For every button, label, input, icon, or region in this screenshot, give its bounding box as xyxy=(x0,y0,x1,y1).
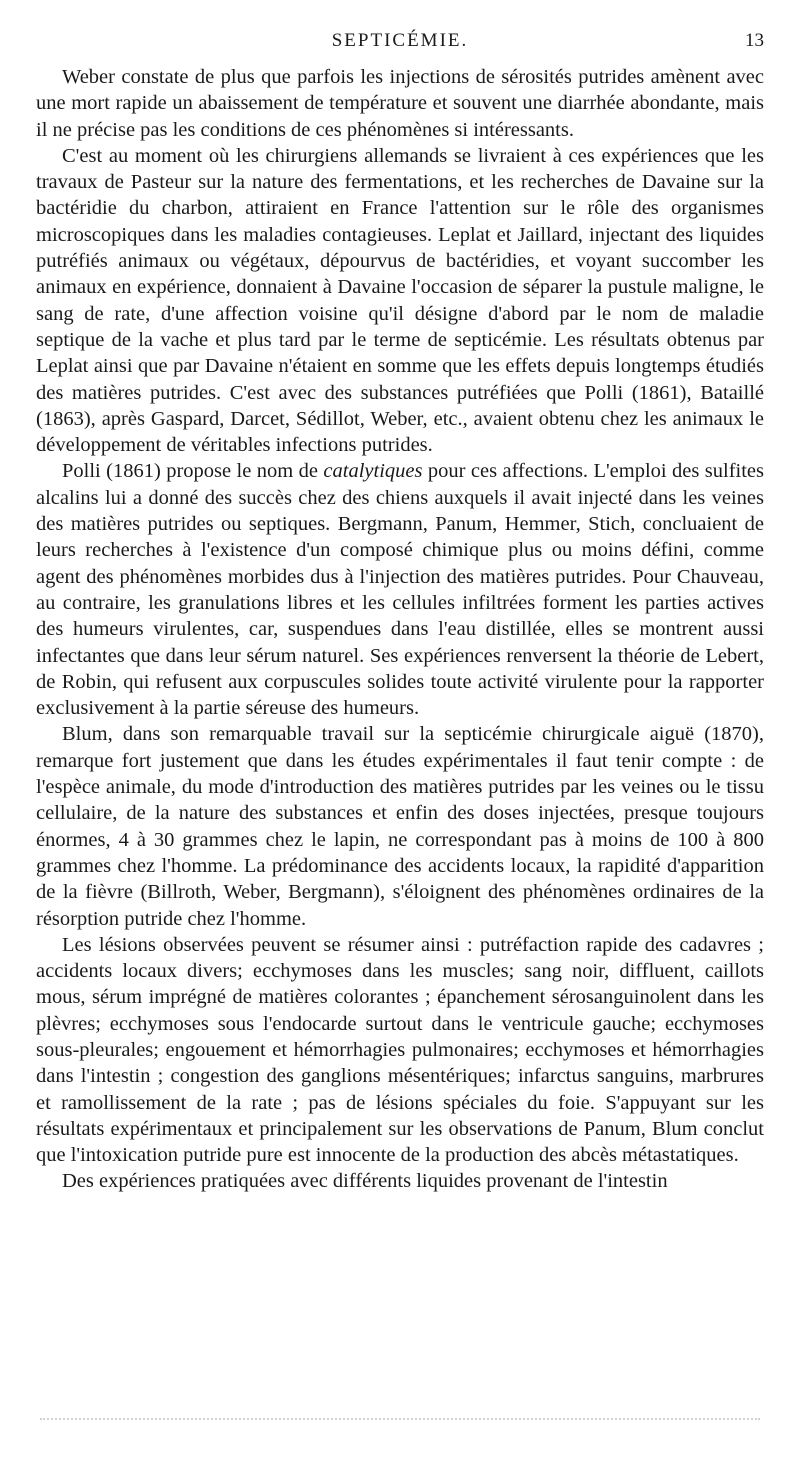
paragraph-polli-end: pour ces affections. L'emploi des sulfites alcalins lui a donné des succès chez des chiens auxquels il avait injecté dans les veines des matières putrides ou septiques. Bergmann, Panum, Hemmer, Stich, concluaient de leurs recherches à l'existence d'un composé chimique plus ou moins défini, comme agent des phénomènes morbides dus à l'injection des matières putrides. Pour Chauveau, au contraire, les granulations libres et les cellules infiltrées forment les parties actives des humeurs virulentes, car, suspendues dans l'eau distillée, elles se montrent aussi infectantes que dans leur sérum naturel. Ses expériences renversent la théorie de Lebert, de Robin, qui refusent aux corpuscules solides toute activité virulente pour la rapporter exclusivement à la partie séreuse des humeurs. xyxy=(36,460,764,720)
footer-bleedthrough xyxy=(40,1418,760,1426)
paragraph-lesions: Les lésions observées peuvent se résumer ainsi : putréfaction rapide des cadavres ; accidents locaux divers; ecchymoses dans les muscles; sang noir, diffluent, caillots mous, sérum imprégné de matières colorantes ; épanchement sérosanguinolent dans les plèvres; ecchymoses sous l'endocarde surtout dans le ventricule gauche; ecchymoses sous-pleurales; engouement et hémorrhagies pulmonaires; ecchymoses et hémorrhagies dans l'intestin ; congestion des ganglions mésentériques; infarctus sanguins, marbrures et ramollissement de la rate ; pas de lésions spéciales du foie. S'appuyant sur les résultats expérimentaux et principalement sur les observations de Panum, Blum conclut que l'intoxication putride pure est innocente de la production des abcès métastatiques. xyxy=(36,933,764,1167)
catalytiques-term: catalytiques xyxy=(323,460,423,483)
running-title: SEPTICÉMIE. xyxy=(331,30,469,51)
paragraph-blum: Blum, dans son remarquable travail sur la septicémie chirurgicale aiguë (1870), remarque fort justement que dans les études expérimentales il faut tenir compte : de l'espèce animale, du mode d'introduction des matières putrides par les veines ou le tissu cellulaire, de la nature des substances et enfin des doses injectées, presque toujours énormes, 4 à 30 grammes chez le lapin, ne correspondant pas à moins de 100 à 800 grammes chez l'homme. La prédominance des accidents locaux, la rapidité d'apparition de la fièvre (Billroth, Weber, Bergmann), s'éloignent des phénomènes ordinaires de la résorption putride chez l'homme. xyxy=(36,723,764,930)
page-number: 13 xyxy=(745,30,764,51)
paragraph-pasteur-davaine: C'est au moment où les chirurgiens allemands se livraient à ces expériences que les travaux de Pasteur sur la nature des fermentations, et les recherches de Davaine sur la bactéridie du charbon, attiraient en France l'attention sur le rôle des organismes microscopiques dans les maladies contagieuses. Leplat et Jaillard, injectant des liquides putréfiés animaux ou végétaux, dépourvus de bactéridies, et voyant succomber les animaux en expérience, donnaient à Davaine l'occasion de séparer la pustule maligne, le sang de rate, d'une affection voisine qu'il désigne d'abord par le nom de maladie septique de la vache et plus tard par le terme de septicémie. Les résultats obtenus par Leplat ainsi que par Davaine n'étaient en somme que les effets depuis longtemps étudiés des matières putrides. C'est avec des substances putréfiées que Polli (1861), Bataillé (1863), après Gaspard, Darcet, Sédillot, Weber, etc., avaient obtenu chez les animaux le développement de véritables infections putrides. xyxy=(36,144,764,457)
paragraph-polli xyxy=(36,458,764,721)
paragraph-weber: Weber constate de plus que parfois les injections de sérosités putrides amènent avec une mort rapide un abaissement de température et souvent une diarrhée abondante, mais il ne précise pas les conditions de ces phénomènes si intéressants. xyxy=(36,66,764,141)
page-header xyxy=(36,30,764,60)
body-text xyxy=(36,64,764,1195)
paragraph-experiences: Des expériences pratiquées avec différents liquides provenant de l'intestin xyxy=(62,1170,668,1193)
paragraph-polli-start: Polli (1861) propose le nom de xyxy=(62,460,324,483)
